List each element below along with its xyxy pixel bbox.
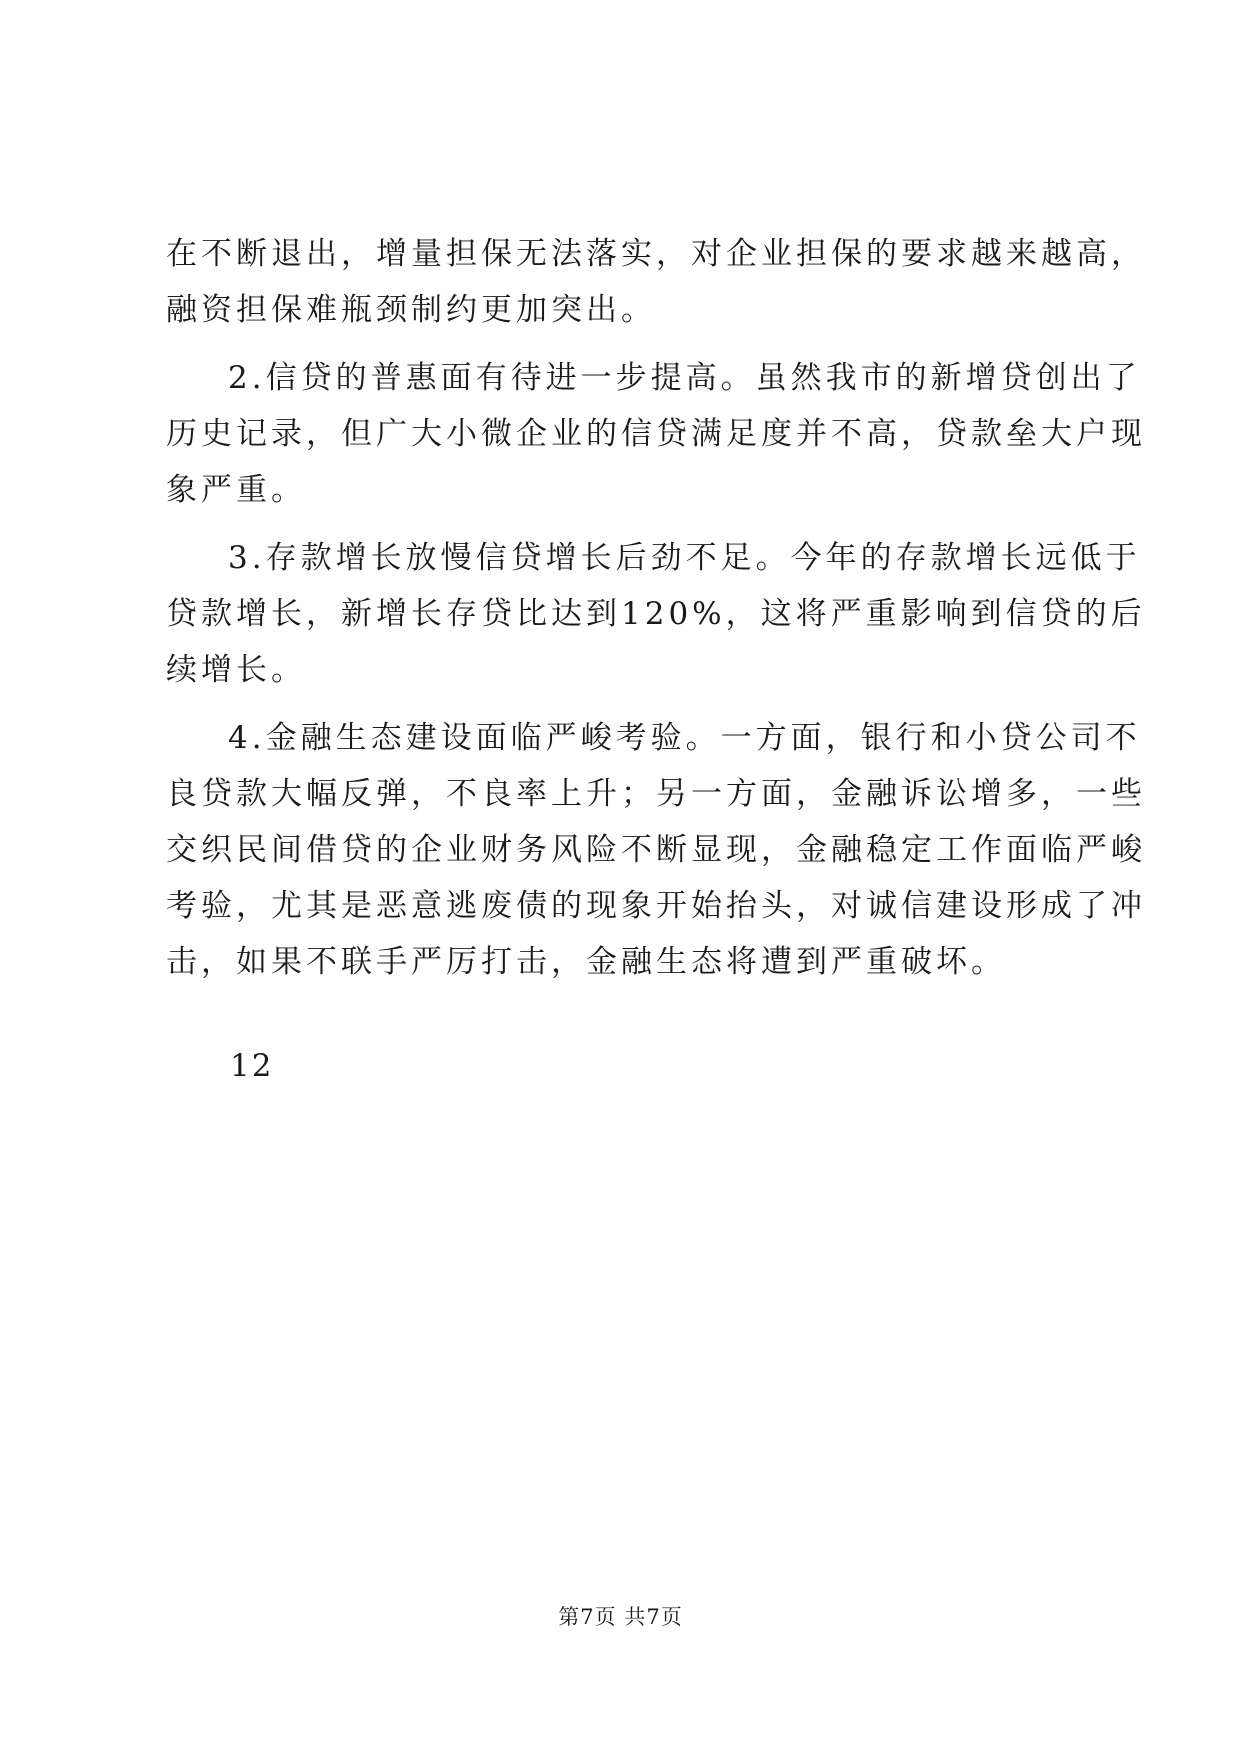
text-line: 4.金融生态建设面临严峻考验。一方面，银行和小贷公司不	[228, 720, 1141, 756]
text-line: 贷款增长，新增长存贷比达到120%，这将严重影响到信贷的后	[166, 596, 1146, 632]
text-line: 历史记录，但广大小微企业的信贷满足度并不高，贷款垒大户现	[166, 416, 1146, 452]
text-line: 续增长。	[166, 652, 306, 688]
text-line: 象严重。	[166, 472, 306, 508]
trailing-number: 12	[230, 1048, 274, 1084]
body-text	[166, 226, 1146, 1002]
text-line: 在不断退出，增量担保无法落实，对企业担保的要求越来越高，	[166, 236, 1146, 272]
text-line: 3.存款增长放慢信贷增长后劲不足。今年的存款增长远低于	[228, 540, 1141, 576]
text-line: 融资担保难瓶颈制约更加突出。	[166, 292, 656, 328]
text-line: 考验，尤其是恶意逃废债的现象开始抬头，对诚信建设形成了冲	[166, 888, 1146, 924]
paragraph-continued	[166, 226, 1146, 338]
text-line: 交织民间借贷的企业财务风险不断显现，金融稳定工作面临严峻	[166, 832, 1146, 868]
paragraph-item-3	[166, 530, 1146, 698]
paragraph-item-4	[166, 710, 1146, 990]
text-line: 2.信贷的普惠面有待进一步提高。虽然我市的新增贷创出了	[228, 360, 1141, 396]
paragraph-item-2	[166, 350, 1146, 518]
text-line: 良贷款大幅反弹，不良率上升；另一方面，金融诉讼增多，一些	[166, 776, 1146, 812]
text-line: 击，如果不联手严厉打击，金融生态将遭到严重破坏。	[166, 944, 1006, 980]
page-footer: 第7页 共7页	[558, 1605, 683, 1629]
